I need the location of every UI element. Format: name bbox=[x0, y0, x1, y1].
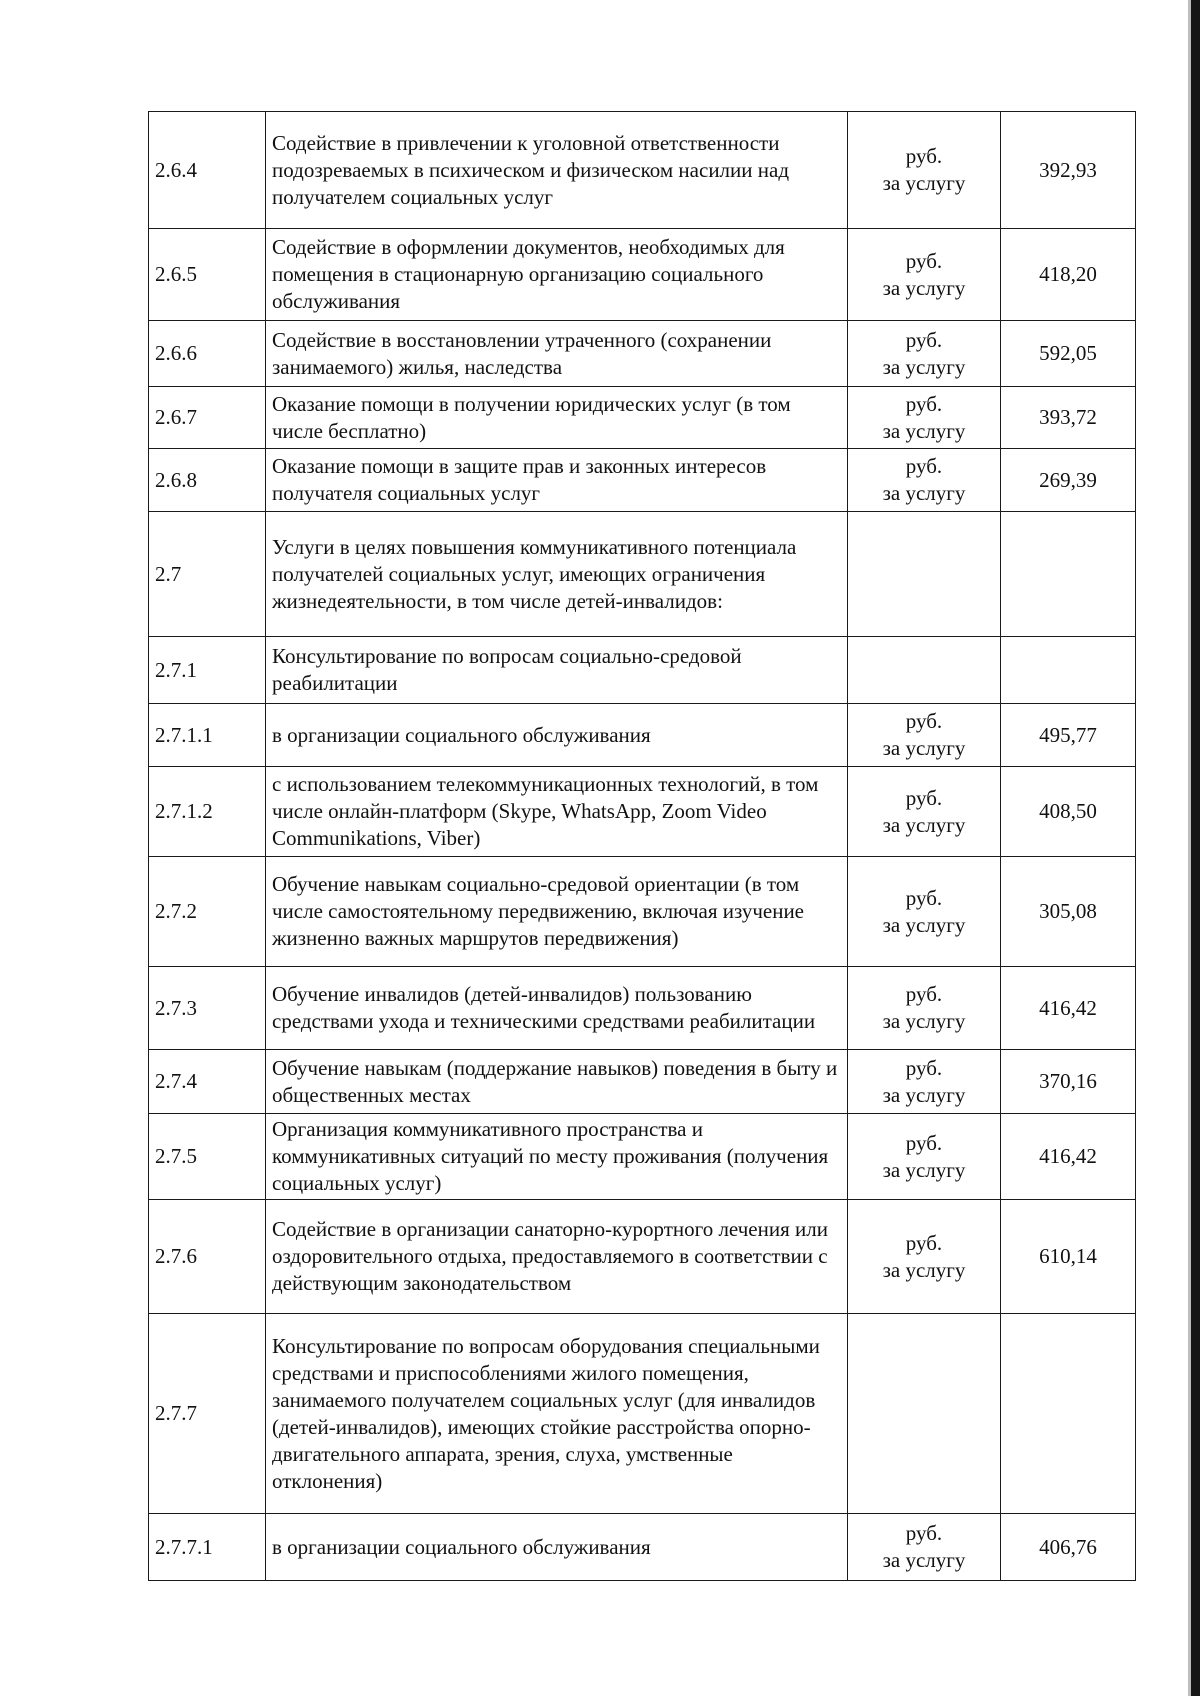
row-price: 392,93 bbox=[1001, 112, 1136, 229]
unit-currency: руб. bbox=[905, 391, 943, 416]
row-unit bbox=[848, 512, 1001, 637]
row-service-name: Содействие в восстановлении утраченного (сохранении занимаемого) жилья, наследства bbox=[266, 321, 848, 387]
row-price: 408,50 bbox=[1001, 767, 1136, 857]
unit-basis: за услугу bbox=[882, 1082, 966, 1107]
row-price: 592,05 bbox=[1001, 321, 1136, 387]
unit-basis: за услугу bbox=[882, 1257, 966, 1282]
row-unit bbox=[848, 704, 1001, 767]
row-code: 2.7.3 bbox=[149, 967, 266, 1050]
row-price bbox=[1001, 637, 1136, 704]
row-service-name: Содействие в привлечении к уголовной ответственности подозреваемых в психическом и физическом насилии над получателем социальных услуг bbox=[266, 112, 848, 229]
unit-basis: за услугу bbox=[882, 812, 966, 837]
table-row bbox=[149, 387, 1136, 449]
row-service-name: Содействие в организации санаторно-курортного лечения или оздоровительного отдыха, предоставляемого в соответствии с действующим законодательством bbox=[266, 1200, 848, 1314]
row-unit bbox=[848, 1050, 1001, 1114]
row-unit bbox=[848, 857, 1001, 967]
row-service-name: Консультирование по вопросам оборудования специальными средствами и приспособлениями жилого помещения, занимаемого получателем социальных услуг (для инвалидов (детей-инвалидов), имеющих стойкие расстройства опорно-двигательного аппарата, зрения, слуха, умственные отклонения) bbox=[266, 1314, 848, 1514]
row-service-name: Услуги в целях повышения коммуникативного потенциала получателей социальных услуг, имеющих ограничения жизнедеятельности, в том числе детей-инвалидов: bbox=[266, 512, 848, 637]
unit-basis: за услугу bbox=[882, 481, 966, 505]
row-price: 406,76 bbox=[1001, 1514, 1136, 1581]
row-code: 2.7.4 bbox=[149, 1050, 266, 1114]
row-code: 2.7.5 bbox=[149, 1114, 266, 1200]
row-code: 2.6.5 bbox=[149, 229, 266, 321]
row-price: 416,42 bbox=[1001, 967, 1136, 1050]
table-row bbox=[149, 637, 1136, 704]
row-service-name: с использованием телекоммуникационных технологий, в том числе онлайн-платформ (Skype, WhatsApp, Zoom Video Communikations, Viber) bbox=[266, 767, 848, 857]
table-row bbox=[149, 112, 1136, 229]
unit-currency: руб. bbox=[905, 1055, 943, 1080]
row-code: 2.7 bbox=[149, 512, 266, 637]
unit-currency: руб. bbox=[905, 1230, 943, 1255]
unit-currency: руб. bbox=[905, 144, 943, 168]
row-service-name: Обучение навыкам (поддержание навыков) поведения в быту и общественных местах bbox=[266, 1050, 848, 1114]
table-row bbox=[149, 1114, 1136, 1200]
table-row bbox=[149, 1050, 1136, 1114]
table-row bbox=[149, 449, 1136, 512]
row-code: 2.7.2 bbox=[149, 857, 266, 967]
table-row bbox=[149, 321, 1136, 387]
table-row bbox=[149, 1514, 1136, 1581]
unit-basis: за услугу bbox=[882, 171, 966, 195]
row-price: 610,14 bbox=[1001, 1200, 1136, 1314]
row-price: 393,72 bbox=[1001, 387, 1136, 449]
row-unit bbox=[848, 387, 1001, 449]
row-code: 2.6.8 bbox=[149, 449, 266, 512]
row-service-name: Обучение инвалидов (детей-инвалидов) пользованию средствами ухода и техническими средствами реабилитации bbox=[266, 967, 848, 1050]
row-code: 2.6.6 bbox=[149, 321, 266, 387]
unit-currency: руб. bbox=[905, 1130, 943, 1155]
row-unit bbox=[848, 112, 1001, 229]
row-unit bbox=[848, 229, 1001, 321]
unit-basis: за услугу bbox=[882, 1157, 966, 1182]
unit-currency: руб. bbox=[905, 454, 943, 478]
row-unit bbox=[848, 1200, 1001, 1314]
unit-currency: руб. bbox=[905, 709, 943, 733]
unit-basis: за услугу bbox=[882, 418, 966, 443]
row-price: 370,16 bbox=[1001, 1050, 1136, 1114]
unit-basis: за услугу bbox=[882, 912, 966, 937]
row-code: 2.7.1.1 bbox=[149, 704, 266, 767]
row-price bbox=[1001, 1314, 1136, 1514]
row-code: 2.7.7.1 bbox=[149, 1514, 266, 1581]
row-service-name: Содействие в оформлении документов, необходимых для помещения в стационарную организацию социального обслуживания bbox=[266, 229, 848, 321]
unit-currency: руб. bbox=[905, 982, 943, 1006]
table-row bbox=[149, 857, 1136, 967]
row-code: 2.7.7 bbox=[149, 1314, 266, 1514]
row-unit bbox=[848, 1114, 1001, 1200]
row-service-name: Оказание помощи в защите прав и законных интересов получателя социальных услуг bbox=[266, 449, 848, 512]
row-service-name: Организация коммуникативного пространства и коммуникативных ситуаций по месту проживания (получения социальных услуг) bbox=[266, 1114, 848, 1200]
unit-basis: за услугу bbox=[882, 736, 966, 760]
row-code: 2.7.6 bbox=[149, 1200, 266, 1314]
row-unit bbox=[848, 767, 1001, 857]
row-unit bbox=[848, 449, 1001, 512]
row-unit bbox=[848, 321, 1001, 387]
row-code: 2.6.7 bbox=[149, 387, 266, 449]
tariff-table bbox=[148, 111, 1136, 1581]
unit-currency: руб. bbox=[905, 885, 943, 910]
row-price: 418,20 bbox=[1001, 229, 1136, 321]
row-price bbox=[1001, 512, 1136, 637]
scan-edge bbox=[1191, 0, 1200, 1696]
row-unit bbox=[848, 637, 1001, 704]
unit-currency: руб. bbox=[905, 248, 943, 273]
row-price: 269,39 bbox=[1001, 449, 1136, 512]
unit-currency: руб. bbox=[905, 1521, 943, 1545]
row-service-name: Консультирование по вопросам социально-средовой реабилитации bbox=[266, 637, 848, 704]
row-price: 416,42 bbox=[1001, 1114, 1136, 1200]
unit-currency: руб. bbox=[905, 785, 943, 810]
row-code: 2.6.4 bbox=[149, 112, 266, 229]
row-service-name: Обучение навыкам социально-средовой ориентации (в том числе самостоятельному передвижению, включая изучение жизненно важных маршрутов передвижения) bbox=[266, 857, 848, 967]
row-unit bbox=[848, 1514, 1001, 1581]
unit-currency: руб. bbox=[905, 327, 943, 352]
table-row bbox=[149, 967, 1136, 1050]
table-row bbox=[149, 704, 1136, 767]
row-price: 495,77 bbox=[1001, 704, 1136, 767]
table-row bbox=[149, 767, 1136, 857]
row-code: 2.7.1.2 bbox=[149, 767, 266, 857]
row-unit bbox=[848, 1314, 1001, 1514]
table-row bbox=[149, 229, 1136, 321]
row-unit bbox=[848, 967, 1001, 1050]
row-code: 2.7.1 bbox=[149, 637, 266, 704]
table-row bbox=[149, 512, 1136, 637]
unit-basis: за услугу bbox=[882, 1548, 966, 1572]
row-service-name: в организации социального обслуживания bbox=[266, 704, 848, 767]
unit-basis: за услугу bbox=[882, 354, 966, 379]
table-row bbox=[149, 1314, 1136, 1514]
row-price: 305,08 bbox=[1001, 857, 1136, 967]
unit-basis: за услугу bbox=[882, 275, 966, 300]
row-service-name: Оказание помощи в получении юридических услуг (в том числе бесплатно) bbox=[266, 387, 848, 449]
table-row bbox=[149, 1200, 1136, 1314]
row-service-name: в организации социального обслуживания bbox=[266, 1514, 848, 1581]
unit-basis: за услугу bbox=[882, 1009, 966, 1033]
